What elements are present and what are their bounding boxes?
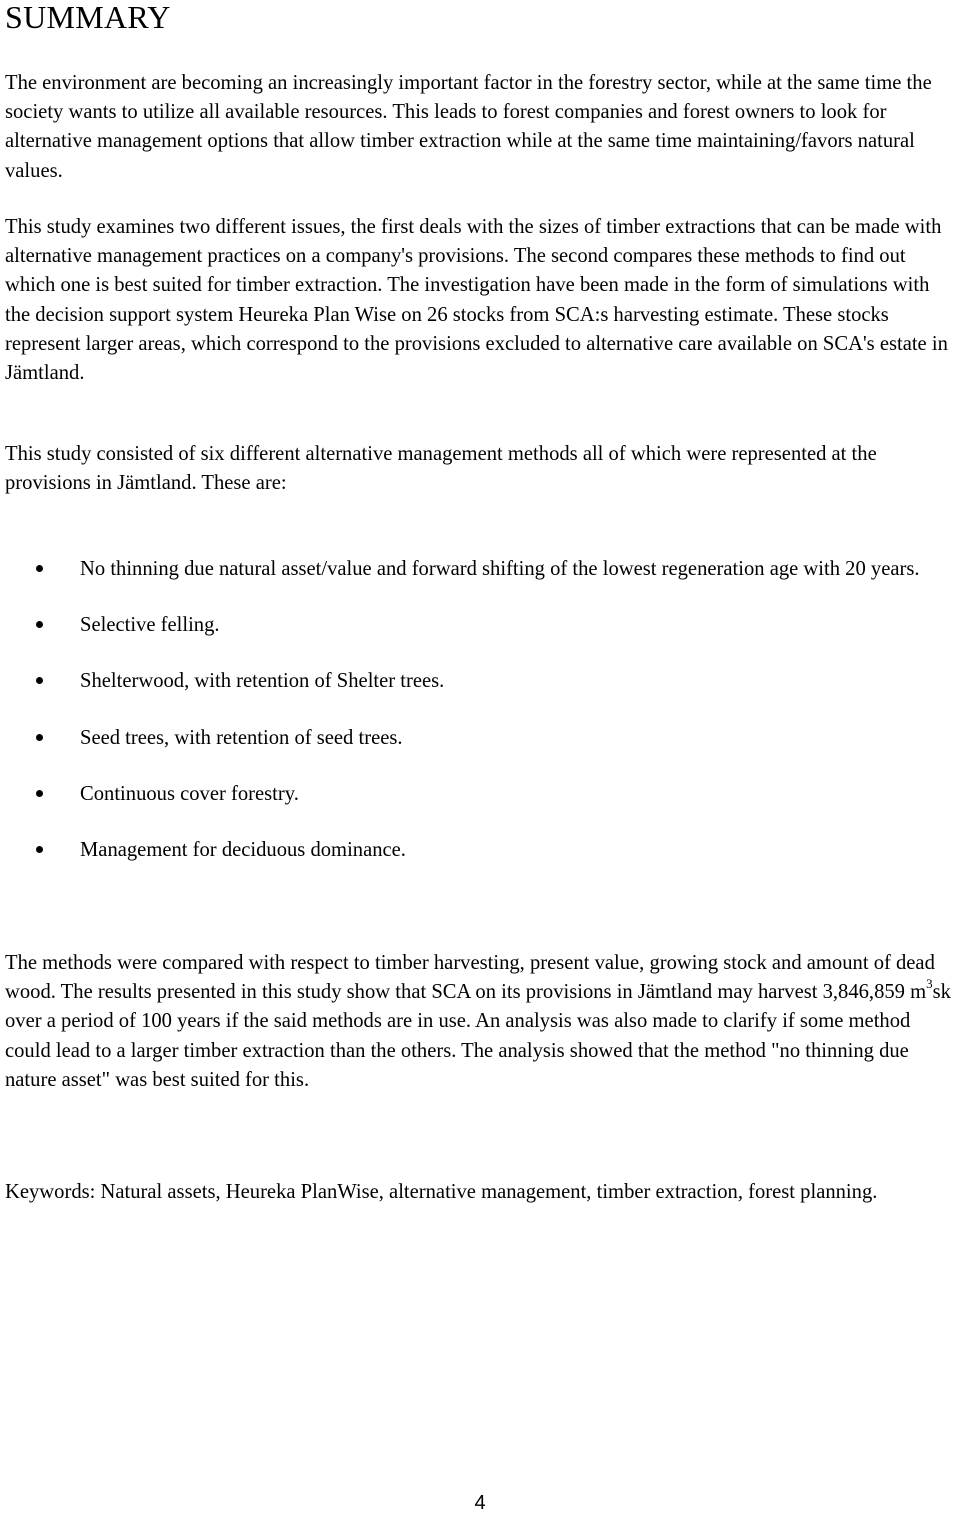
study-paragraph: This study examines two different issues, the first deals with the sizes of timber extractions that can be made with alternative management practices on a company's provisions. The second compares these methods to find out which one is best suited for timber extraction. The investigation have been made in the form of simulations with the decision support system Heureka Plan Wise on 26 stocks from SCA:s harvesting estimate. These stocks represent larger areas, which correspond to the provisions excluded to alternative care available on SCA's estate in Jämtland. (5, 216, 948, 385)
results-paragraph (5, 949, 957, 1095)
section-heading: SUMMARY (5, 0, 171, 35)
results-text-start: The methods were compared with respect to timber harvesting, present value, growing stock and amount of dead wood. The results presented in this study show that SCA on its provisions in Jämtland may harvest 3,846,859 m (5, 952, 935, 1004)
list-item: Selective felling. (5, 611, 957, 640)
methods-list (5, 555, 957, 892)
list-item: No thinning due natural asset/value and forward shifting of the lowest regeneration age with 20 years. (5, 555, 957, 584)
list-item: Seed trees, with retention of seed trees. (5, 724, 957, 753)
unit-exponent: 3 (926, 976, 933, 992)
methods-paragraph: This study consisted of six different alternative management methods all of which were represented at the provisions in Jämtland. These are: (5, 443, 877, 495)
results-text-end: sk over a period of 100 years if the said methods are in use. An analysis was also made to clarify if some method could lead to a larger timber extraction than the others. The analysis showed that the method "no thinning due nature asset" was best suited for this. (5, 981, 951, 1091)
keywords-paragraph: Keywords: Natural assets, Heureka PlanWise, alternative management, timber extraction, forest planning. (5, 1181, 878, 1203)
intro-paragraph: The environment are becoming an increasingly important factor in the forestry sector, while at the same time the society wants to utilize all available resources. This leads to forest companies and forest owners to look for alternative management options that allow timber extraction while at the same time maintaining/favors natural values. (5, 72, 932, 182)
list-item: Continuous cover forestry. (5, 780, 957, 809)
page-number: 4 (474, 1492, 486, 1514)
list-item: Shelterwood, with retention of Shelter trees. (5, 667, 957, 696)
list-item: Management for deciduous dominance. (5, 836, 957, 865)
